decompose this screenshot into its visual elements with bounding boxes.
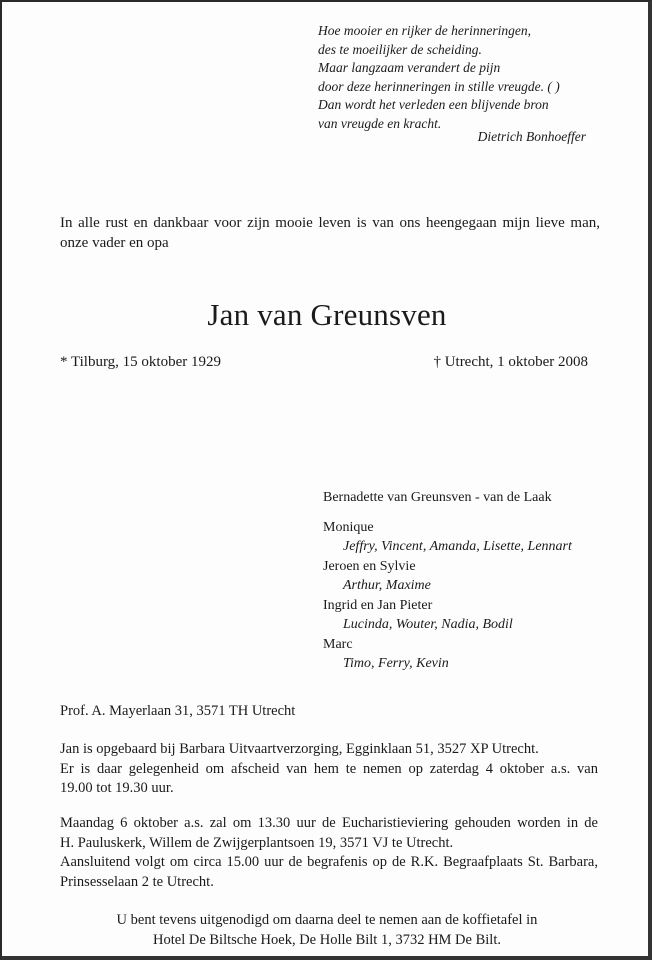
grandchildren-names: Timo, Ferry, Kevin <box>343 656 449 671</box>
paragraph-line: 19.00 tot 19.30 uur. <box>60 780 174 796</box>
poem-line: van vreugde en kracht. <box>318 115 442 131</box>
paragraph-line: Er is daar gelegenheid om afscheid van hem te nemen op zaterdag 4 oktober a.s. van <box>60 760 598 777</box>
poem-line: Hoe mooier en rijker de herinneringen, <box>318 23 531 38</box>
grandchildren-names: Lucinda, Wouter, Nadia, Bodil <box>343 617 513 632</box>
paragraph-line: H. Pauluskerk, Willem de Zwijgerplantsoen 19, 3571 VJ te Utrecht. <box>60 834 454 851</box>
paragraph-line: Aansluitend volgt om circa 15.00 uur de begrafenis op de R.K. Begraafplaats St. Barbara, <box>60 854 598 870</box>
poem-line: Maar langzaam verandert de pijn <box>318 60 501 75</box>
intro-line: onze vader en opa <box>60 235 169 251</box>
child-name: Marc <box>323 636 353 652</box>
paragraph-line: Prinsesselaan 2 te Utrecht. <box>60 873 214 890</box>
family-list <box>323 488 572 674</box>
viewing-paragraph <box>60 740 598 799</box>
death-info: † Utrecht, 1 oktober 2008 <box>433 354 588 370</box>
grandchildren-names: Arthur, Maxime <box>343 578 431 593</box>
paragraph-line: Maandag 6 oktober a.s. zal om 13.30 uur de Eucharistieviering gehouden worden in de <box>60 815 598 831</box>
birth-info: * Tilburg, 15 oktober 1929 <box>60 354 221 370</box>
intro-text <box>60 213 600 253</box>
poem-line: Dan wordt het verleden een blijvende bron <box>318 97 549 112</box>
paragraph-line: Jan is opgebaard bij Barbara Uitvaartverzorging, Egginklaan 51, 3527 XP Utrecht. <box>60 741 539 757</box>
intro-line: In alle rust en dankbaar voor zijn mooie leven is van ons heengegaan mijn lieve man, <box>60 215 600 231</box>
grandchildren-names: Jeffry, Vincent, Amanda, Lisette, Lennart <box>343 539 572 554</box>
child-name: Monique <box>323 519 374 535</box>
spouse-name: Bernadette van Greunsven - van de Laak <box>323 490 552 505</box>
home-address: Prof. A. Mayerlaan 31, 3571 TH Utrecht <box>60 703 296 719</box>
deceased-name: Jan van Greunsven <box>207 297 447 332</box>
closing-line: U bent tevens uitgenodigd om daarna deel te nemen aan de koffietafel in <box>116 912 538 928</box>
child-name: Ingrid en Jan Pieter <box>323 597 433 613</box>
poem-author: Dietrich Bonhoeffer <box>477 129 586 144</box>
poem <box>318 22 560 133</box>
closing-line: Hotel De Biltsche Hoek, De Holle Bilt 1, 3732 HM De Bilt. <box>153 931 501 948</box>
poem-line: des te moeilijker de scheiding. <box>318 41 482 57</box>
funeral-paragraph <box>60 814 598 892</box>
closing-invitation <box>2 911 652 950</box>
poem-line: door deze herinneringen in stille vreugde. ( ) <box>318 78 560 94</box>
child-name: Jeroen en Sylvie <box>323 558 416 574</box>
